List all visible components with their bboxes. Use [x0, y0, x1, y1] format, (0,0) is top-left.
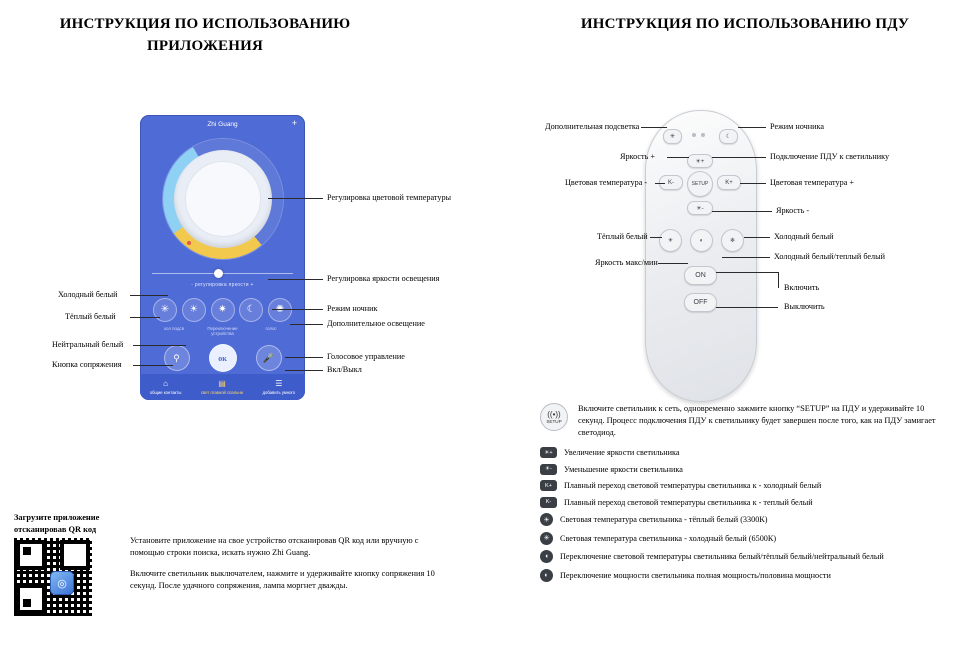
app-logo-icon: ◎ — [50, 571, 74, 595]
power-off-button[interactable]: OFF — [684, 293, 717, 312]
qr-core — [23, 547, 31, 555]
mode-icon-labels — [150, 326, 295, 336]
remote-control — [645, 110, 757, 402]
callout-brightness-plus: Яркость + — [620, 152, 656, 161]
leader-line — [650, 237, 662, 238]
callout-power-off: Выключить — [784, 302, 825, 311]
legend-icon-temp-plus: K+ — [540, 480, 557, 491]
menu-icon: ☰ — [275, 378, 283, 388]
callout-extra-backlight: Дополнительная подсветка — [545, 122, 640, 131]
callout-cold-white-remote: Холодный белый — [774, 232, 834, 241]
leader-line — [738, 127, 766, 128]
callout-color-temperature: Регулировка цветовой температуры — [327, 193, 452, 202]
qr-core — [75, 547, 83, 555]
leader-line — [133, 365, 173, 366]
mode-label-1: Переключение устройства — [207, 326, 238, 336]
setup-button[interactable]: SETUP — [687, 171, 713, 197]
mode-label-2: голос — [265, 326, 277, 331]
leader-line — [712, 211, 772, 212]
legend-icon-temp-toggle: ◖ — [540, 550, 553, 563]
leader-line — [290, 324, 323, 325]
legend-label: Переключение мощности светильника полная мощность/половина мощности — [560, 570, 831, 580]
power-toggle-button[interactable]: ок — [209, 344, 237, 372]
leader-line — [133, 345, 186, 346]
callout-brightness-minmax: Яркость макс/мин — [595, 258, 658, 267]
extra-light-icon[interactable] — [268, 298, 292, 322]
page-title-left-line1: ИНСТРУКЦИЯ ПО ИСПОЛЬЗОВАНИЮ — [59, 16, 351, 32]
instruction-paragraph-2: Включите светильник выключателем, нажмите и удерживайте кнопку сопряжения 10 секунд. После удачного сопряжения, лампа моргнет дважды. — [130, 569, 435, 591]
callout-cold-white: Холодный белый — [58, 290, 118, 299]
leader-line — [268, 279, 323, 280]
app-name: Zhi Guang — [207, 120, 238, 128]
legend-label: Плавный переход световой температуры светильника к - теплый белый — [564, 497, 813, 507]
temp-plus-button[interactable]: K+ — [717, 175, 741, 190]
color-temperature-dial[interactable] — [163, 139, 283, 259]
page-title-right — [545, 14, 945, 36]
legend-icon-brightness-up: ☀+ — [540, 447, 557, 458]
callout-power-on: Включить — [784, 283, 820, 292]
wifi-icon: ((•)) — [547, 409, 561, 419]
dial-indicator-dot — [187, 241, 191, 245]
action-button-row — [154, 344, 291, 372]
indicator-led — [701, 133, 705, 137]
app-icon-badge — [50, 571, 74, 595]
legend-item — [540, 447, 960, 458]
legend-item — [540, 497, 960, 508]
qr-core — [23, 599, 31, 607]
qr-heading-line2: отсканировав QR код — [14, 524, 97, 534]
callout-warm-white-remote: Тёплый белый — [597, 232, 648, 241]
legend-icon-cold-white: ✳ — [540, 532, 553, 545]
callout-pairing-button: Кнопка сопряжения — [52, 360, 122, 369]
legend-list — [540, 447, 960, 587]
legend-label: Световая температура светильника - тёплый белый (3300К) — [560, 515, 768, 524]
callout-brightness-minus: Яркость - — [776, 206, 810, 215]
setup-note — [540, 403, 945, 440]
legend-item — [540, 480, 960, 491]
app-header — [140, 115, 305, 133]
callout-night-mode: Режим ночник — [327, 304, 378, 313]
cold-white-icon[interactable]: ✳ — [153, 298, 177, 322]
leader-line — [744, 237, 770, 238]
lamp-icon: ▤ — [218, 378, 226, 388]
callout-brightness: Регулировка яркости освещения — [327, 274, 440, 283]
page-title-left-line2: ПРИЛОЖЕНИЯ — [147, 37, 263, 54]
brightness-slider[interactable] — [152, 269, 293, 279]
legend-item — [540, 532, 960, 545]
indicator-led — [692, 133, 696, 137]
leader-line — [641, 127, 667, 128]
brightness-up-button[interactable]: ☀+ — [687, 154, 713, 168]
leader-line — [658, 263, 688, 264]
tab-bedroom-light[interactable] — [201, 380, 243, 395]
legend-icon-temp-minus: K- — [540, 497, 557, 508]
page-title-left — [40, 14, 370, 58]
setup-note-text: Включите светильник к сеть, одновременно зажмите кнопку “SETUP” на ПДУ и удерживайте 10 секунд. Процесс подключения ПДУ к светильнику будет завершен после того, как на ПДУ замигает светодиод. — [578, 404, 936, 438]
night-mode-icon[interactable]: ☾ — [239, 298, 263, 322]
brightness-down-button[interactable]: ☀- — [687, 201, 713, 215]
leader-line — [285, 357, 323, 358]
warm-white-button[interactable]: ☀ — [659, 229, 682, 252]
callout-temp-plus: Цветовая температура + — [770, 178, 855, 187]
dial-center[interactable] — [185, 161, 261, 237]
callout-extra-light: Дополнительное освещение — [327, 319, 425, 328]
tab-add-smart[interactable] — [263, 380, 296, 395]
callout-warm-white: Тёплый белый — [65, 312, 116, 321]
legend-icon-brightness-down: ☀- — [540, 464, 557, 475]
legend-label: Плавный переход световой температуры светильника к - холодный белый — [564, 481, 822, 490]
leader-line — [667, 157, 689, 158]
callout-neutral-white: Нейтральный белый — [52, 340, 124, 349]
brightness-slider-label: - регулировка яркости + — [191, 282, 254, 288]
leader-line — [272, 309, 323, 310]
leader-line — [722, 257, 770, 258]
leader-line — [268, 198, 323, 199]
mode-icon-row — [153, 298, 292, 322]
legend-label: Увеличение яркости светильника — [564, 448, 680, 457]
tab-add-smart-label: добавить умного — [262, 389, 296, 395]
setup-badge — [540, 403, 568, 431]
night-mode-button[interactable]: ☾ — [719, 129, 738, 144]
half-power-button[interactable]: ◐ — [690, 229, 713, 252]
setup-badge-label: SETUP — [546, 418, 562, 424]
cold-white-button[interactable]: ❄ — [721, 229, 744, 252]
callout-temp-minus: Цветовая температура - — [565, 178, 648, 187]
leader-line — [130, 317, 160, 318]
power-on-button[interactable]: ON — [684, 266, 717, 285]
legend-item — [540, 513, 960, 526]
callout-on-off: Вкл/Выкл — [327, 365, 362, 374]
legend-label: Уменьшение яркости светильника — [564, 464, 683, 474]
leader-line — [285, 370, 323, 371]
temp-minus-button[interactable]: K- — [659, 175, 683, 190]
tab-contacts-label: общие контакты — [149, 389, 182, 395]
home-icon: ⌂ — [163, 378, 168, 388]
neutral-white-icon[interactable]: ✷ — [211, 298, 235, 322]
pairing-button[interactable]: ⚲ — [164, 345, 190, 371]
tab-contacts[interactable] — [150, 380, 182, 395]
phone-tabbar — [140, 374, 305, 400]
leader-line — [130, 295, 168, 296]
legend-item — [540, 550, 960, 563]
slider-knob[interactable] — [214, 269, 223, 278]
callout-cold-warm-toggle: Холодный белый/теплый белый — [774, 252, 886, 261]
phone-mockup — [140, 115, 305, 400]
legend-label: Световая температура светильника - холодный белый (6500К) — [560, 533, 777, 543]
instruction-paragraph-1: Установите приложение на свое устройство отсканировав QR код или вручную с помощью строки поиска, искать нужно Zhi Guang. — [130, 536, 419, 558]
legend-icon-warm-white: ☀ — [540, 513, 553, 526]
leader-line — [740, 183, 766, 184]
legend-item — [540, 464, 960, 475]
qr-corner — [16, 584, 46, 614]
mode-label-0: хол подсв — [163, 326, 184, 331]
qr-heading-line1: Загрузите приложение — [14, 513, 100, 522]
legend-icon-power-toggle: ◐ — [540, 569, 553, 582]
callout-pairing-remote: Подключение ПДУ к светильнику — [770, 152, 890, 161]
legend-item — [540, 569, 960, 582]
add-device-icon[interactable]: + — [291, 118, 297, 128]
legend-label: Переключение световой температуры светильника белый/тёплый белый/нейтральный белый — [560, 552, 884, 561]
leader-line-vertical — [778, 272, 779, 288]
warm-white-icon[interactable]: ☀ — [182, 298, 206, 322]
voice-control-button[interactable]: 🎤 — [256, 345, 282, 371]
callout-voice-control: Голосовое управление — [327, 352, 405, 361]
leader-line — [712, 157, 766, 158]
tab-bedroom-light-label: свет главной спальни — [200, 389, 244, 395]
qr-heading — [14, 512, 134, 536]
callout-night-mode-remote: Режим ночника — [770, 122, 824, 131]
leader-line — [655, 183, 665, 184]
page-title-right-text: ИНСТРУКЦИЯ ПО ИСПОЛЬЗОВАНИЮ ПДУ — [580, 16, 910, 32]
extra-light-button[interactable]: ✳ — [663, 129, 682, 144]
leader-line — [716, 307, 778, 308]
leader-line — [716, 272, 778, 273]
